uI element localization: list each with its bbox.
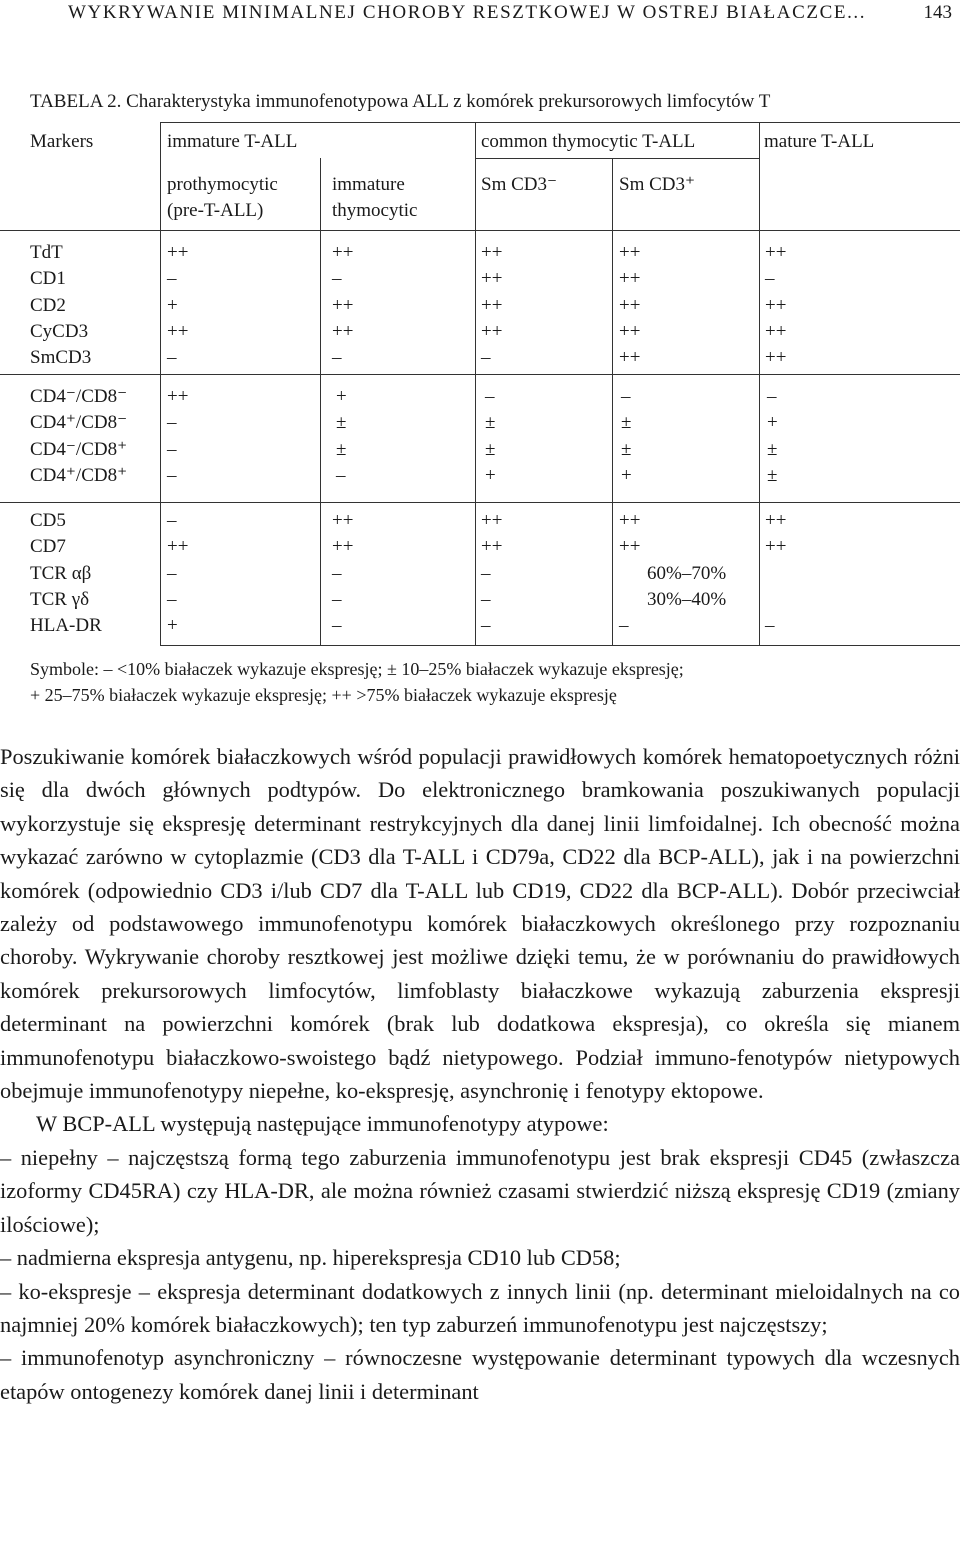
value-cell: ++: [332, 242, 354, 263]
group2-col-smcd3-neg: [485, 384, 496, 489]
group2-col-mature: [767, 384, 778, 489]
value-cell: +: [485, 464, 496, 486]
value-cell: ++: [619, 347, 641, 369]
value-cell: ±: [621, 438, 632, 460]
group1-col-prothymocytic: [167, 240, 188, 371]
value-cell: –: [481, 588, 491, 610]
value-cell: –: [332, 588, 342, 610]
value-cell: ++: [481, 536, 503, 558]
value-cell: –: [167, 347, 177, 369]
value-cell: –: [167, 412, 177, 434]
marker-label: TCR αβ: [30, 562, 92, 584]
col-divider-immature: [320, 158, 321, 646]
group1-col-smcd3-pos: [619, 240, 640, 371]
value-cell: –: [332, 562, 342, 584]
header-markers: Markers: [30, 131, 94, 152]
value-cell: ++: [765, 510, 787, 531]
header-smcd3-negative: Sm CD3⁻: [481, 174, 558, 195]
group3-col-smcd3-neg: [481, 508, 502, 639]
value-cell: +: [167, 615, 178, 637]
header-smcd3-positive: Sm CD3⁺: [619, 174, 696, 195]
value-cell: ++: [765, 294, 787, 316]
value-cell: ±: [485, 438, 496, 460]
running-title: WYKRYWANIE MINIMALNEJ CHOROBY RESZTKOWEJ W OSTREJ BIAŁACZCE...: [68, 2, 867, 23]
marker-label: CD4⁺/CD8⁺: [30, 464, 128, 486]
value-cell: ++: [765, 320, 787, 342]
value-cell: ±: [336, 438, 347, 460]
list-item: – immunofenotyp asynchroniczny – równoczesne występowanie determinant typowych dla wczesnych etapów ontogenezy komórek danej linii i determinant: [0, 1345, 960, 1404]
group1-markers: [30, 240, 91, 371]
value-cell: ++: [619, 268, 641, 290]
list-intro: W BCP-ALL występują następujące immunofenotypy atypowe:: [36, 1111, 609, 1137]
list-item: – niepełny – najczęstszą formą tego zaburzenia immunofenotypu jest brak ekspresji CD45 (zwłaszcza izoformy CD45RA) czy HLA-DR, ale można również czasami stwierdzić niższą ekspresję CD19 (zmiany ilościowe);: [0, 1144, 960, 1237]
value-cell: ++: [619, 536, 641, 558]
group2-markers: [30, 384, 127, 489]
value-cell: ++: [765, 347, 787, 369]
value-cell: ++: [619, 320, 641, 342]
value-cell: –: [481, 615, 491, 637]
marker-label: CyCD3: [30, 320, 89, 342]
group2-col-smcd3-pos: [621, 384, 632, 489]
group1-col-immature-thymocytic: [332, 240, 353, 371]
table-legend: [30, 656, 684, 708]
value-cell: ++: [765, 536, 787, 558]
marker-label: CD4⁻/CD8⁺: [30, 438, 128, 460]
group3-markers: [30, 508, 102, 639]
group2-col-prothymocytic: [167, 384, 188, 489]
header-immature-tall: immature T-ALL: [167, 131, 298, 152]
body-paragraph: Poszukiwanie komórek białaczkowych wśród populacji prawidłowych komórek hematopoetycznych różni się dla dwóch głównych podtypów. Do elektronicznego bramkowania poszukiwanych populacji wykorzystuje się ekspresję determinant restrykcyjnych dla danej linii limfoidalnej. Ich obecność można wykazać zarówno w cytoplazmie (CD3 dla T-ALL i CD79a, CD22 dla BCP-ALL), jak i na powierzchni komórek (odpowiednio CD3 i/lub CD7 dla T-ALL lub CD19, CD22 dla BCP-ALL). Dobór przeciwciał zależy od podstawowego immunofenotypu komórek białaczkowych określonego przy rozpoznaniu choroby. Wykrywanie choroby resztkowej jest możliwe dzięki temu, że w porównaniu do prawidłowych komórek prekursorowych limfocytów, limfoblasty białaczkowe wykazują zaburzenia ekspresji determinant na powierzchni komórek (brak lub dodatkowa ekspresja), co określa się mianem immunofenotypu białaczkowo-swoistego bądź nietypowego. Podział immuno-fenotypów nietypowych obejmuje immunofenotypy niepełne, ko-ekspresję, asynchronię i fenotypy ektopowe.: [0, 744, 960, 1104]
value-cell: ++: [167, 320, 189, 342]
value-cell: ++: [481, 320, 503, 342]
article-body: [0, 740, 960, 1408]
group3-col-smcd3-pos: [619, 508, 726, 639]
value-cell: ++: [619, 510, 641, 531]
group2-col-immature-thymocytic: [336, 384, 347, 489]
value-cell: –: [167, 562, 177, 584]
value-cell: –: [332, 347, 342, 369]
header-mature-tall: mature T-ALL: [764, 131, 875, 152]
header-pre-tall: (pre-T-ALL): [167, 200, 264, 221]
value-cell: ++: [481, 510, 503, 531]
group3-col-immature-thymocytic: [332, 508, 353, 639]
col-divider-smcd3: [612, 158, 613, 646]
legend-line: Symbole: – <10% białaczek wykazuje ekspresję; ± 10–25% białaczek wykazuje ekspresję;: [30, 659, 684, 679]
value-cell: ++: [332, 294, 354, 316]
group-separator-1: [0, 374, 960, 375]
value-cell: –: [481, 347, 491, 369]
header-immature-sub: immature: [332, 174, 405, 195]
value-cell: ++: [167, 242, 189, 263]
marker-label: CD4⁻/CD8⁻: [30, 386, 128, 407]
table-caption: TABELA 2. Charakterystyka immunofenotypowa ALL z komórek prekursorowych limfocytów T: [30, 91, 771, 112]
value-cell: 30%–40%: [647, 588, 727, 610]
list-item: – ko-ekspresje – ekspresja determinant dodatkowych z innych linii (np. determinant mieloidalnych na co najmniej 20% komórek białaczkowych); ten typ zaburzeń immunofenotypu jest najczęstszy;: [0, 1278, 960, 1337]
col-divider-common: [475, 122, 476, 646]
value-cell: –: [485, 386, 495, 407]
value-cell: –: [336, 464, 346, 486]
header-separator: [0, 230, 960, 231]
marker-label: HLA-DR: [30, 615, 102, 637]
value-cell: –: [481, 562, 491, 584]
value-cell: ++: [481, 268, 503, 290]
value-cell: [765, 561, 786, 587]
marker-label: CD7: [30, 536, 66, 558]
value-cell: +: [621, 464, 632, 486]
value-cell: ++: [619, 242, 641, 263]
value-cell: ++: [167, 386, 189, 407]
legend-line: + 25–75% białaczek wykazuje ekspresję; ++ >75% białaczek wykazuje ekspresję: [30, 685, 617, 705]
group1-col-mature: [765, 240, 786, 371]
value-cell: ±: [767, 464, 778, 486]
value-cell: ±: [621, 412, 632, 434]
marker-label: CD4⁺/CD8⁻: [30, 412, 128, 434]
marker-label: CD5: [30, 510, 66, 531]
marker-label: TCR γδ: [30, 588, 90, 610]
value-cell: –: [765, 615, 775, 637]
value-cell: ++: [481, 294, 503, 316]
value-cell: ++: [481, 242, 503, 263]
value-cell: +: [336, 386, 347, 407]
value-cell: –: [765, 268, 775, 290]
group3-col-prothymocytic: [167, 508, 188, 639]
value-cell: ++: [619, 294, 641, 316]
value-cell: ±: [767, 438, 778, 460]
value-cell: ±: [336, 412, 347, 434]
value-cell: –: [767, 386, 777, 407]
value-cell: +: [167, 294, 178, 316]
marker-label: CD1: [30, 268, 66, 290]
value-cell: –: [167, 438, 177, 460]
value-cell: ++: [167, 536, 189, 558]
value-cell: [765, 587, 786, 613]
value-cell: –: [619, 615, 629, 637]
list-item: – nadmierna ekspresja antygenu, np. hiperekspresja CD10 lub CD58;: [0, 1245, 621, 1271]
group-separator-2: [0, 502, 960, 503]
marker-label: SmCD3: [30, 347, 92, 369]
value-cell: ++: [332, 510, 354, 531]
value-cell: ++: [332, 536, 354, 558]
marker-label: TdT: [30, 242, 63, 263]
common-subheader-line: [475, 158, 759, 159]
page-number: 143: [923, 2, 952, 23]
value-cell: ++: [332, 320, 354, 342]
value-cell: –: [167, 464, 177, 486]
value-cell: ±: [485, 412, 496, 434]
header-thymocytic-sub: thymocytic: [332, 200, 418, 221]
value-cell: –: [167, 510, 177, 531]
header-common-tall: common thymocytic T-ALL: [481, 131, 696, 152]
value-cell: –: [167, 268, 177, 290]
immunophenotype-table: [0, 122, 960, 648]
value-cell: –: [332, 615, 342, 637]
table-frame: [160, 122, 960, 646]
header-prothymocytic: prothymocytic: [167, 174, 278, 195]
value-cell: ++: [765, 242, 787, 263]
col-divider-mature: [759, 122, 760, 646]
value-cell: –: [332, 268, 342, 290]
value-cell: +: [767, 412, 778, 434]
group3-col-mature: [765, 508, 786, 639]
value-cell: –: [621, 386, 631, 407]
marker-label: CD2: [30, 294, 66, 316]
group1-col-smcd3-neg: [481, 240, 502, 371]
value-cell: 60%–70%: [647, 562, 727, 584]
running-header: [0, 0, 960, 30]
value-cell: –: [167, 588, 177, 610]
